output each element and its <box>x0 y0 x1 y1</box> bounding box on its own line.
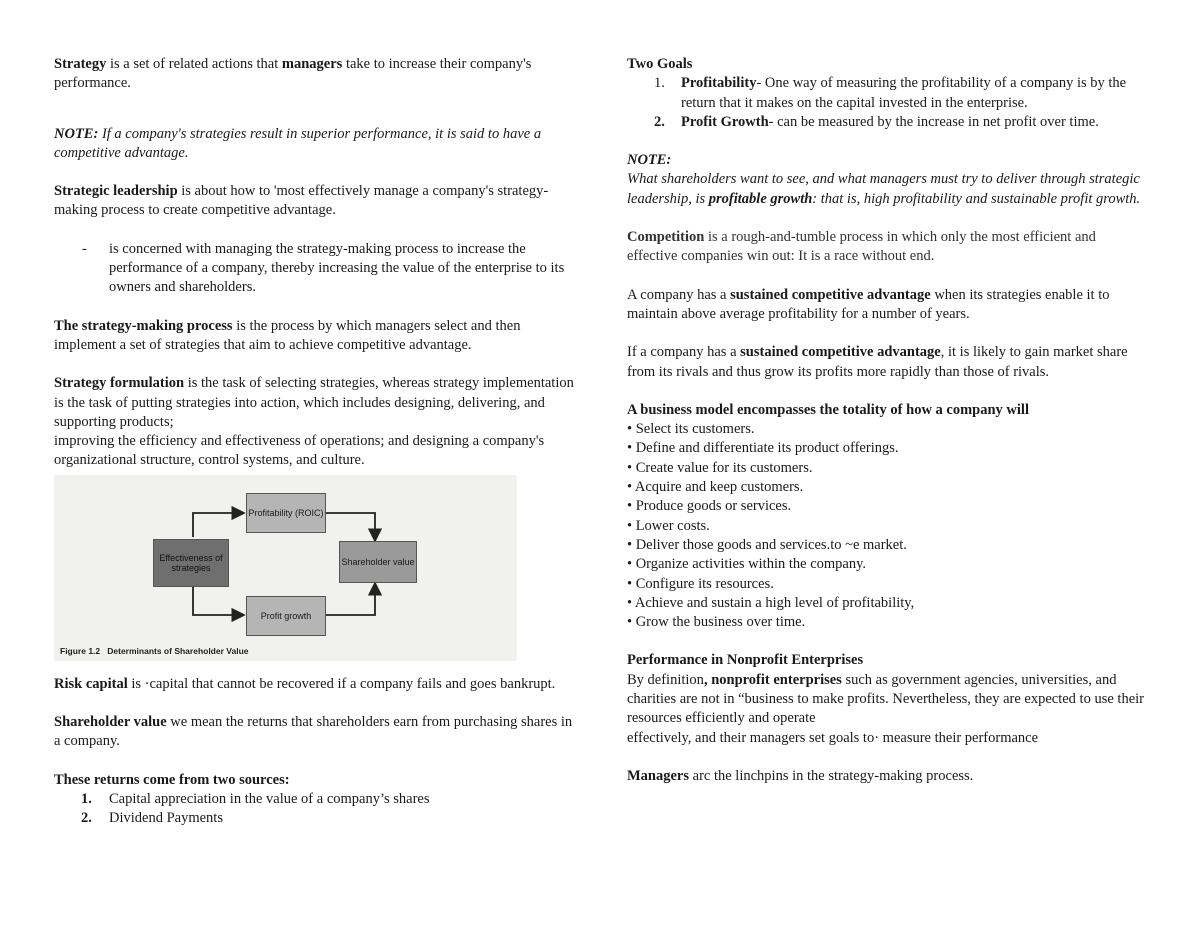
list-item: • Deliver those goods and services.to ~e market. <box>627 536 907 553</box>
nonprofit-heading: Performance in Nonprofit Enterprises <box>627 652 864 669</box>
returns-item-1: 1. Capital appreciation in the value of a company’s shares <box>81 790 430 807</box>
note-profitable-growth: NOTE: What shareholders want to see, and what managers must try to deliver through strategic leadership, is profitable growth: that is, high profitability and sustainable profit growth. <box>627 152 1141 207</box>
strategic-leadership-definition: Strategic leadership is about how to 'most effectively manage a company's strategy-making process to create competitive advantage. <box>54 183 549 219</box>
list-item: • Grow the business over time. <box>627 614 806 631</box>
shareholder-value-box: Shareholder value <box>339 541 417 583</box>
left-column <box>54 55 574 829</box>
list-item: • Lower costs. <box>627 517 710 534</box>
note-competitive-advantage: NOTE: If a company's strategies result in superior performance, it is said to have a competitive advantage. <box>54 125 542 161</box>
managers-statement: Managers arc the linchpins in the strategy-making process. <box>627 767 974 784</box>
right-column <box>627 55 1147 786</box>
list-item: • Define and differentiate its product offerings. <box>627 440 899 457</box>
returns-heading: These returns come from two sources: <box>54 771 290 788</box>
goal-item-2: 2. Profit Growth- can be measured by the increase in net profit over time. <box>654 113 1099 130</box>
goal-item-1: 1. Profitability- One way of measuring the profitability of a company is by the return that it makes on the capital invested in the enterprise. <box>654 75 1127 111</box>
sustained-advantage-effect: If a company has a sustained competitive advantage, it is likely to gain market share from its rivals and thus grow its profits more rapidly than those of rivals. <box>627 344 1128 380</box>
shareholder-value-figure <box>54 475 517 661</box>
list-item: • Produce goods or services. <box>627 498 792 515</box>
profit-growth-box: Profit growth <box>246 596 326 636</box>
effectiveness-box: Effectiveness of strategies <box>153 539 229 587</box>
strategic-leadership-dash-item: - is concerned with managing the strategy-making process to increase the performance of a company, thereby increasing the value of the enterprise to its owners and shareholders. <box>82 240 565 296</box>
list-item: • Create value for its customers. <box>627 459 813 476</box>
risk-capital-definition: Risk capital is ·capital that cannot be recovered if a company fails and goes bankrupt. <box>54 675 556 692</box>
business-model-heading: A business model encompasses the totality of how a company will <box>627 401 1029 418</box>
returns-item-2: 2. Dividend Payments <box>81 810 223 827</box>
list-item: • Configure its resources. <box>627 575 774 592</box>
strategy-making-process-definition: The strategy-making process is the process by which managers select and then implement a set of strategies that aim to achieve competitive advantage. <box>54 317 521 353</box>
competition-definition: Competition is a rough-and-tumble process in which only the most efficient and effective companies win out: It is a race without end. <box>627 229 1096 265</box>
list-item: • Achieve and sustain a high level of profitability, <box>627 594 915 611</box>
list-item: • Organize activities within the company. <box>627 556 867 573</box>
figure-caption: Figure 1.2 Determinants of Shareholder Value <box>60 645 249 656</box>
strategy-definition: Strategy is a set of related actions that managers take to increase their company's performance. <box>54 56 532 92</box>
list-item: • Select its customers. <box>627 421 755 438</box>
sustained-advantage-definition: A company has a sustained competitive advantage when its strategies enable it to maintain above average profitability for a number of years. <box>627 286 1110 322</box>
two-goals-heading: Two Goals <box>627 56 693 72</box>
profitability-box: Profitability (ROIC) <box>246 493 326 533</box>
list-item: • Acquire and keep customers. <box>627 479 804 496</box>
nonprofit-paragraph: By definition, nonprofit enterprises such as government agencies, universities, and charities are not in “business to make profits. Nevertheless, they are expected to use their resources efficiently and operate effectively, and their managers set goals to· measure their performance <box>627 671 1144 746</box>
shareholder-value-definition: Shareholder value we mean the returns that shareholders earn from purchasing shares in a company. <box>54 714 573 750</box>
strategy-formulation-definition: Strategy formulation is the task of selecting strategies, whereas strategy implementation is the task of putting strategies into action, which includes designing, delivering, and supporting products; improving the efficiency and effectiveness of operations; and designing a company's organizational structure, control systems, and culture. <box>54 375 574 469</box>
